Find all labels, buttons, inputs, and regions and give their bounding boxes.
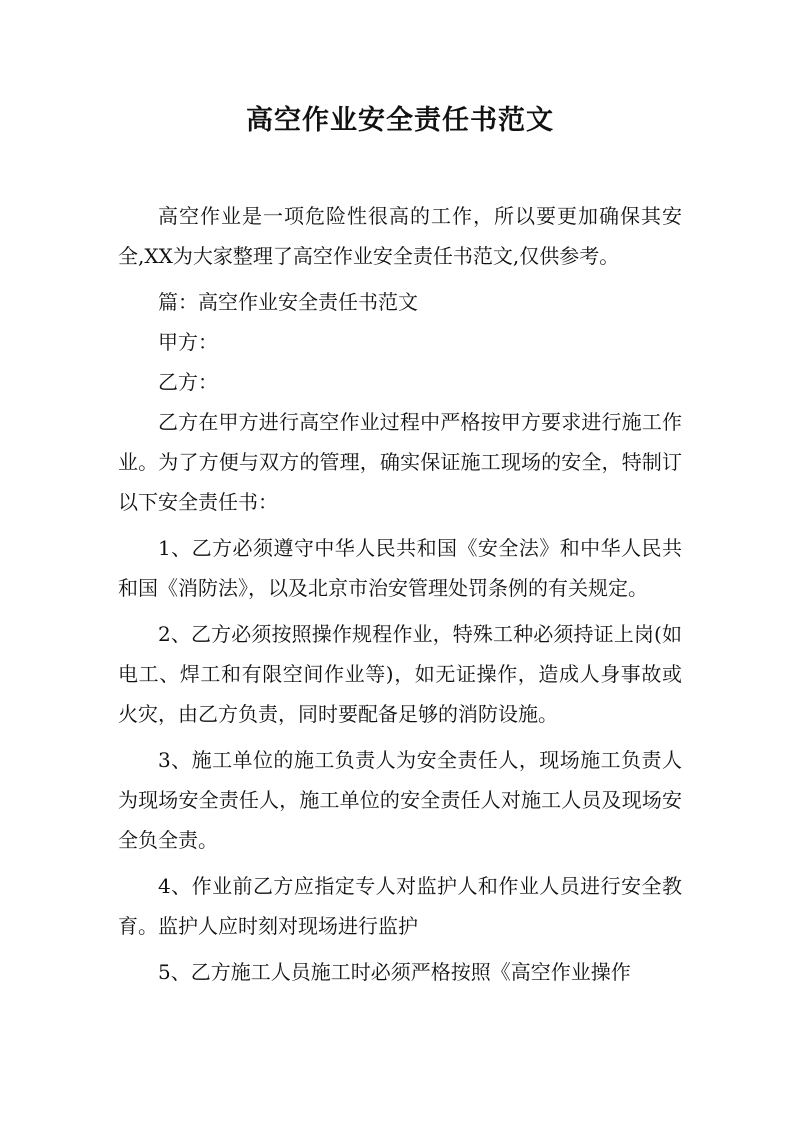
document-title: 高空作业安全责任书范文 bbox=[246, 105, 554, 136]
document-body bbox=[118, 196, 682, 992]
paragraph-intro: 高空作业是一项危险性很高的工作，所以要更加确保其安全,XX为大家整理了高空作业安全责任书范文,仅供参考。 bbox=[118, 204, 682, 268]
paragraph-party-a: 甲方： bbox=[158, 330, 218, 354]
paragraph-clause-2: 2、乙方必须按照操作规程作业，特殊工种必须持证上岗(如电工、焊工和有限空间作业等)，如无证操作，造成人身事故或火灾，由乙方负责，同时要配备足够的消防设施。 bbox=[118, 622, 682, 726]
paragraph-preamble: 乙方在甲方进行高空作业过程中严格按甲方要求进行施工作业。为了方便与双方的管理，确实保证施工现场的安全，特制订以下安全责任书： bbox=[118, 410, 682, 514]
paragraph-party-b: 乙方： bbox=[158, 370, 218, 394]
paragraph-section-heading: 篇：高空作业安全责任书范文 bbox=[158, 290, 418, 314]
paragraph-clause-5: 5、乙方施工人员施工时必须严格按照《高空作业操作 bbox=[158, 960, 631, 984]
paragraph-clause-4: 4、作业前乙方应指定专人对监护人和作业人员进行安全教育。监护人应时刻对现场进行监护 bbox=[118, 874, 682, 938]
paragraph-clause-3: 3、施工单位的施工负责人为安全责任人，现场施工负责人为现场安全责任人，施工单位的安全责任人对施工人员及现场安全负全责。 bbox=[118, 748, 682, 852]
paragraph-clause-1: 1、乙方必须遵守中华人民共和国《安全法》和中华人民共和国《消防法》，以及北京市治安管理处罚条例的有关规定。 bbox=[118, 536, 682, 600]
